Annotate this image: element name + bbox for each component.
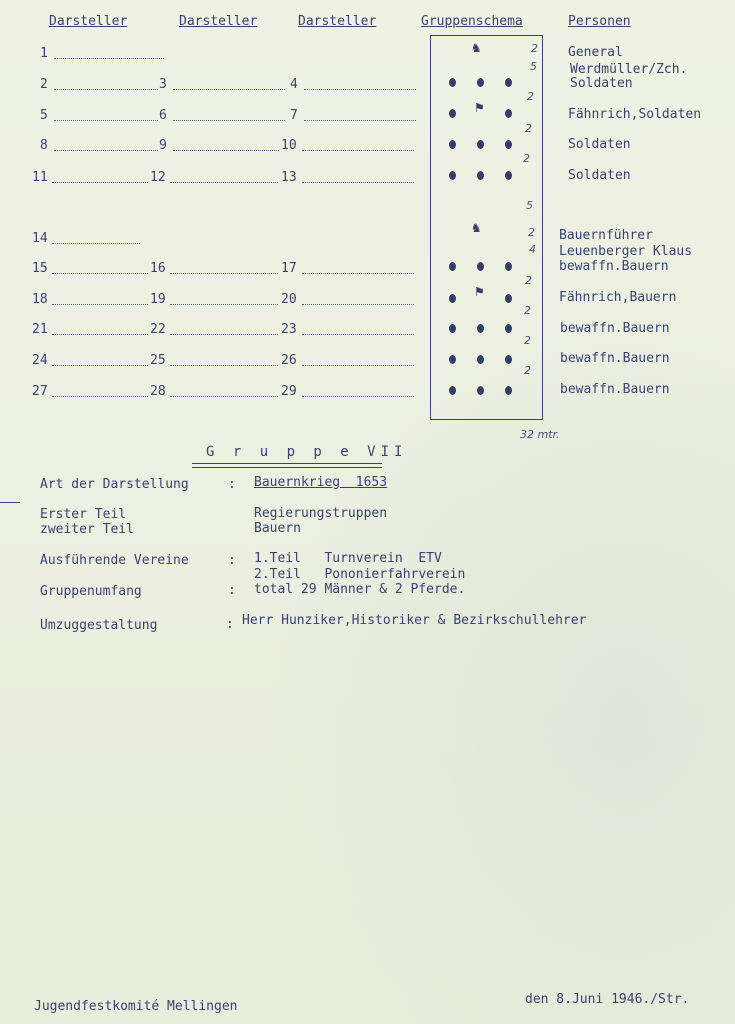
actor-number: 18 <box>32 292 48 307</box>
fill-line <box>54 58 164 59</box>
zweiter-teil-value: Bauern <box>254 521 301 536</box>
footer-date: den 8.Juni 1946./Str. <box>525 992 690 1007</box>
peasant-dot <box>449 294 456 303</box>
fill-line <box>54 150 158 151</box>
peasant-dot <box>505 386 512 395</box>
fill-line <box>170 334 278 335</box>
erster-teil-value: Regierungstruppen <box>254 506 388 521</box>
fill-line <box>302 182 414 183</box>
peasant-dot <box>449 386 456 395</box>
spacing-count: 5 <box>530 60 537 73</box>
person-label: Fähnrich,Soldaten <box>568 107 702 122</box>
fill-line <box>52 243 140 244</box>
soldier-dot <box>505 78 512 87</box>
actor-number: 13 <box>281 170 297 185</box>
actor-number: 23 <box>281 322 297 337</box>
spacing-count: 2 <box>525 274 532 287</box>
spacing-count: 5 <box>526 199 533 212</box>
soldier-dot <box>449 140 456 149</box>
peasant-dot <box>449 262 456 271</box>
fill-line <box>304 120 416 121</box>
header-darsteller-2: Darsteller <box>179 14 258 29</box>
fill-line <box>52 365 148 366</box>
person-label: bewaffn.Bauern <box>560 351 670 366</box>
fill-line <box>302 396 414 397</box>
fill-line <box>52 396 148 397</box>
person-label: Soldaten <box>568 168 631 183</box>
soldier-dot <box>505 109 512 118</box>
actor-number: 20 <box>281 292 297 307</box>
peasant-dot <box>477 262 484 271</box>
peasant-dot <box>449 355 456 364</box>
spacing-count: 2 <box>524 304 531 317</box>
diagram-length-note: 32 mtr. <box>520 428 560 441</box>
peasant-dot <box>449 324 456 333</box>
spacing-count: 2 <box>523 152 530 165</box>
actor-number: 25 <box>150 353 166 368</box>
gestaltung-value: Herr Hunziker,Historiker & Bezirkschullehrer <box>242 613 587 628</box>
person-label: Soldaten <box>568 137 631 152</box>
header-gruppenschema: Gruppenschema <box>421 14 523 29</box>
peasant-dot <box>505 262 512 271</box>
fill-line <box>52 334 148 335</box>
actor-number: 29 <box>281 384 297 399</box>
actor-number: 17 <box>281 261 297 276</box>
peasant-dot <box>477 386 484 395</box>
art-separator: : <box>228 477 236 492</box>
actor-number: 5 <box>40 108 48 123</box>
actor-number: 11 <box>32 170 48 185</box>
fill-line <box>302 304 414 305</box>
actor-number: 2 <box>40 77 48 92</box>
fill-line <box>302 273 414 274</box>
footer-committee: Jugendfestkomité Mellingen <box>34 999 238 1014</box>
soldier-dot <box>477 171 484 180</box>
actor-number: 9 <box>159 138 167 153</box>
fill-line <box>170 182 278 183</box>
actor-number: 7 <box>290 108 298 123</box>
erster-teil-label: Erster Teil <box>40 507 127 522</box>
actor-number: 22 <box>150 322 166 337</box>
spacing-count: 4 <box>529 243 536 256</box>
soldier-dot <box>505 140 512 149</box>
actor-number: 4 <box>290 77 298 92</box>
fill-line <box>304 89 416 90</box>
header-darsteller-3: Darsteller <box>298 14 377 29</box>
spacing-count: 2 <box>531 42 538 55</box>
umfang-value: total 29 Männer & 2 Pferde. <box>254 582 466 597</box>
fill-line <box>52 304 148 305</box>
soldier-dot <box>477 78 484 87</box>
fill-line <box>52 182 148 183</box>
peasant-dot <box>477 324 484 333</box>
vereine-value-1: 1.Teil Turnverein ETV <box>254 551 442 566</box>
gestaltung-separator: : <box>226 617 234 632</box>
gestaltung-label: Umzuggestaltung <box>40 618 158 633</box>
person-label: bewaffn.Bauern <box>560 382 670 397</box>
peasant-leader-figure-icon: ♞ <box>472 220 481 236</box>
soldier-dot <box>449 109 456 118</box>
person-label: General <box>568 45 623 60</box>
fill-line <box>302 334 414 335</box>
soldier-dot <box>449 171 456 180</box>
header-personen: Personen <box>568 14 631 29</box>
fill-line <box>173 89 285 90</box>
fill-line <box>54 120 158 121</box>
fill-line <box>54 89 158 90</box>
person-label: bewaffn.Bauern <box>560 321 670 336</box>
group-schema-diagram <box>430 35 543 420</box>
zweiter-teil-label: zweiter Teil <box>40 522 134 537</box>
flag-bearer-icon: ⚑ <box>475 100 484 116</box>
spacing-count: 2 <box>527 90 534 103</box>
general-figure-icon: ♞ <box>472 40 481 56</box>
actor-number: 28 <box>150 384 166 399</box>
fill-line <box>52 273 148 274</box>
actor-number: 19 <box>150 292 166 307</box>
flag-bearer-icon: ⚑ <box>475 284 484 300</box>
actor-number: 14 <box>32 231 48 246</box>
art-label: Art der Darstellung <box>40 477 189 492</box>
peasant-dot <box>477 355 484 364</box>
soldier-dot <box>505 171 512 180</box>
peasant-dot <box>505 294 512 303</box>
person-label: Soldaten <box>570 76 633 91</box>
group-title: G r u p p e VII <box>206 444 408 460</box>
header-darsteller-1: Darsteller <box>49 14 128 29</box>
actor-number: 8 <box>40 138 48 153</box>
person-label: Fähnrich,Bauern <box>559 290 677 305</box>
fill-line <box>302 150 414 151</box>
art-value: Bauernkrieg 1653 <box>254 475 388 490</box>
umfang-label: Gruppenumfang <box>40 584 142 599</box>
person-label: Werdmüller/Zch. <box>570 62 688 77</box>
vereine-label: Ausführende Vereine <box>40 553 189 568</box>
vereine-separator: : <box>228 553 236 568</box>
margin-mark <box>0 502 20 503</box>
group-title-underline <box>192 463 382 468</box>
soldier-dot <box>477 140 484 149</box>
person-label: Leuenberger Klaus <box>559 244 693 259</box>
peasant-dot <box>505 355 512 364</box>
fill-line <box>170 304 278 305</box>
actor-number: 21 <box>32 322 48 337</box>
fill-line <box>170 273 278 274</box>
actor-number: 6 <box>159 108 167 123</box>
soldier-dot <box>449 78 456 87</box>
actor-number: 24 <box>32 353 48 368</box>
fill-line <box>173 150 279 151</box>
peasant-dot <box>505 324 512 333</box>
fill-line <box>170 396 278 397</box>
actor-number: 27 <box>32 384 48 399</box>
spacing-count: 2 <box>524 364 531 377</box>
actor-number: 1 <box>40 46 48 61</box>
actor-number: 12 <box>150 170 166 185</box>
actor-number: 3 <box>159 77 167 92</box>
person-label: bewaffn.Bauern <box>559 259 669 274</box>
spacing-count: 2 <box>528 226 535 239</box>
fill-line <box>302 365 414 366</box>
spacing-count: 2 <box>525 122 532 135</box>
actor-number: 15 <box>32 261 48 276</box>
fill-line <box>170 365 278 366</box>
fill-line <box>173 120 285 121</box>
person-label: Bauernführer <box>559 228 653 243</box>
spacing-count: 2 <box>524 334 531 347</box>
actor-number: 26 <box>281 353 297 368</box>
actor-number: 16 <box>150 261 166 276</box>
umfang-separator: : <box>228 583 236 598</box>
vereine-value-2: 2.Teil Pononierfahrverein <box>254 567 466 582</box>
actor-number: 10 <box>281 138 297 153</box>
